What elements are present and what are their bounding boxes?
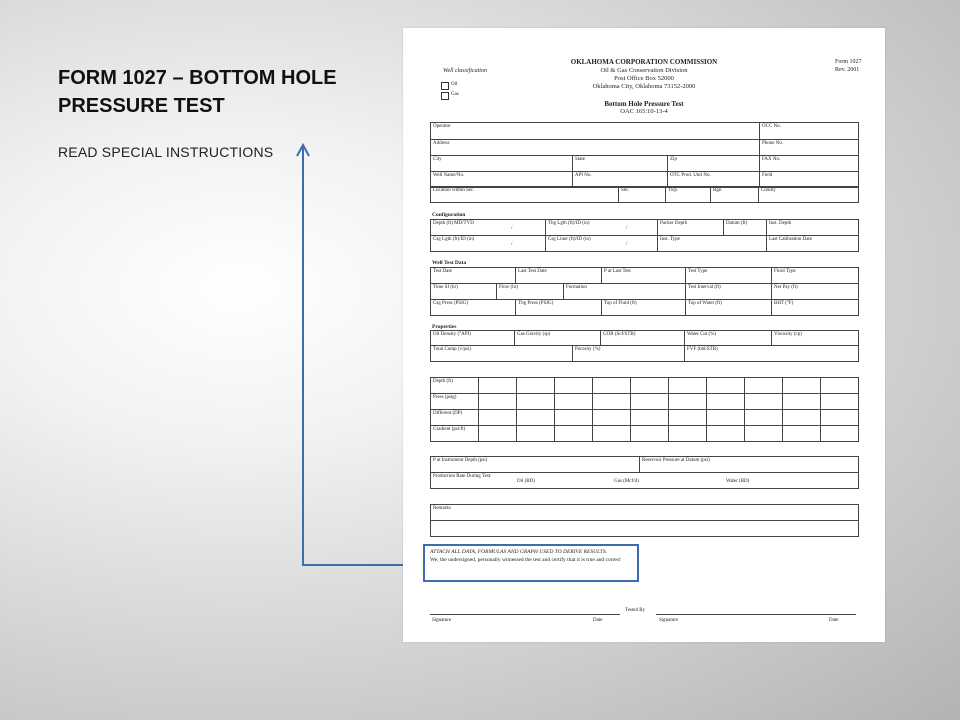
grid-cell[interactable] bbox=[707, 378, 745, 394]
tbg-press-field[interactable]: Tbg Press (PSIG) bbox=[516, 300, 602, 316]
form-title: Bottom Hole Pressure Test bbox=[604, 100, 684, 108]
grid-cell[interactable] bbox=[593, 378, 631, 394]
tbg-label: Tbg Lgth (ft)/ID (in) bbox=[548, 221, 590, 226]
grid-cell[interactable] bbox=[479, 426, 517, 442]
depth-label: Depth (ft) MD/TVD bbox=[433, 221, 474, 226]
gradient-row-label: Depth (ft) bbox=[431, 378, 479, 394]
remarks-line[interactable] bbox=[431, 521, 859, 537]
last-test-field[interactable]: Last Test Date bbox=[516, 268, 602, 284]
address-field[interactable]: Address bbox=[431, 140, 760, 156]
grid-cell[interactable] bbox=[555, 426, 593, 442]
grid-cell[interactable] bbox=[783, 394, 821, 410]
grid-cell[interactable] bbox=[745, 410, 783, 426]
well-name-field[interactable]: Well Name/No. bbox=[431, 172, 573, 188]
grid-cell[interactable] bbox=[707, 426, 745, 442]
tested-by-label: Tested By bbox=[625, 608, 646, 613]
operator-table bbox=[430, 122, 859, 188]
signature-label: Signature bbox=[432, 618, 452, 623]
porosity-field[interactable]: Porosity (%) bbox=[573, 346, 685, 362]
top-fluid-field[interactable]: Top of Fluid (ft) bbox=[602, 300, 686, 316]
top-water-field[interactable]: Top of Water (ft) bbox=[686, 300, 772, 316]
form-number-text: Form 1027 bbox=[835, 59, 862, 65]
grid-cell[interactable] bbox=[593, 394, 631, 410]
tester-signature-label: Signature bbox=[659, 618, 679, 623]
tbg-slash: / bbox=[626, 226, 628, 231]
grid-cell[interactable] bbox=[783, 426, 821, 442]
form-revision: Rev. 2001 bbox=[835, 67, 860, 73]
state-field[interactable]: State bbox=[573, 156, 668, 172]
remarks-field[interactable]: Remarks bbox=[431, 505, 859, 521]
operator-field[interactable]: Operator bbox=[431, 123, 760, 140]
liner-label: Csg Liner (ft)/ID (in) bbox=[548, 237, 591, 242]
tested-by-signature-line[interactable] bbox=[656, 614, 856, 615]
gas-checkbox[interactable] bbox=[441, 92, 449, 100]
gor-field[interactable]: GOR (Scf/STB) bbox=[601, 331, 685, 346]
grid-cell[interactable] bbox=[593, 410, 631, 426]
grid-cell[interactable] bbox=[669, 378, 707, 394]
grid-cell[interactable] bbox=[821, 410, 859, 426]
oil-density-field[interactable]: Oil Density (°API) bbox=[431, 331, 515, 346]
pressure-table bbox=[430, 456, 859, 489]
viscosity-field[interactable]: Viscosity (cp) bbox=[772, 331, 859, 346]
oil-rate-label: Oil (BD) bbox=[517, 479, 535, 484]
field-field[interactable]: Field bbox=[760, 172, 859, 188]
water-rate-label: Water (BD) bbox=[726, 479, 750, 484]
well-classification-label: Well classification bbox=[443, 68, 487, 74]
county-field[interactable]: County bbox=[759, 187, 859, 203]
bht-field[interactable]: BHT (°F) bbox=[772, 300, 859, 316]
signature-line[interactable] bbox=[430, 614, 620, 615]
grid-cell[interactable] bbox=[517, 394, 555, 410]
datum-field[interactable]: Datum (ft) bbox=[724, 220, 767, 236]
gradient-row-label: Different (DP) bbox=[431, 410, 479, 426]
gradient-row-label: Press (psig) bbox=[431, 394, 479, 410]
grid-cell[interactable] bbox=[707, 394, 745, 410]
address-line-2: Oklahoma City, Oklahoma 73152-2000 bbox=[592, 83, 696, 90]
form-rule: OAC 165:10-13-4 bbox=[620, 108, 668, 115]
csg-slash: / bbox=[511, 242, 513, 247]
liner-slash: / bbox=[626, 242, 628, 247]
fax-field[interactable]: FAX No. bbox=[760, 156, 859, 172]
location-table bbox=[430, 186, 859, 203]
grid-cell[interactable] bbox=[555, 394, 593, 410]
water-cut-field[interactable]: Water Cut (%) bbox=[685, 331, 772, 346]
grid-cell[interactable] bbox=[669, 410, 707, 426]
grid-cell[interactable] bbox=[745, 394, 783, 410]
time-si-field[interactable]: Time SI (hr) bbox=[431, 284, 497, 300]
csg-label: Csg Lgth (ft)/ID (in) bbox=[433, 237, 475, 242]
properties-heading: Properties bbox=[432, 324, 457, 330]
grid-cell[interactable] bbox=[631, 394, 669, 410]
attach-line-2: We, the undersigned, personally witnessed the test and certify that it is true and correct bbox=[430, 557, 621, 563]
test-type-field[interactable]: Test Type bbox=[686, 268, 772, 284]
otc-field[interactable]: OTC Prod. Unit No. bbox=[668, 172, 760, 188]
tester-date-label: Date bbox=[829, 618, 839, 623]
division-name: Oil & Gas Conservation Division bbox=[600, 67, 688, 74]
packer-field[interactable]: Packer Depth bbox=[658, 220, 724, 236]
grid-cell[interactable] bbox=[479, 378, 517, 394]
zip-field[interactable]: Zip bbox=[668, 156, 760, 172]
test-date-field[interactable]: Test Date bbox=[431, 268, 516, 284]
agency-name: OKLAHOMA CORPORATION COMMISSION bbox=[570, 58, 718, 66]
net-pay-field[interactable]: Net Pay (ft) bbox=[772, 284, 859, 300]
total-comp-field[interactable]: Total Comp (1/psi) bbox=[431, 346, 573, 362]
inst-depth-field[interactable]: Inst. Depth bbox=[767, 220, 859, 236]
grid-cell[interactable] bbox=[555, 410, 593, 426]
fluid-type-field[interactable]: Fluid Type bbox=[772, 268, 859, 284]
phone-field[interactable]: Phone No. bbox=[760, 140, 859, 156]
grid-cell[interactable] bbox=[593, 426, 631, 442]
well-test-heading: Well Test Data bbox=[432, 260, 467, 266]
tbg-field[interactable] bbox=[546, 220, 658, 236]
address-line-1: Post Office Box 52000 bbox=[614, 75, 674, 82]
depth-slash: / bbox=[511, 226, 513, 231]
city-field[interactable]: City bbox=[431, 156, 573, 172]
grid-cell[interactable] bbox=[517, 410, 555, 426]
grid-cell[interactable] bbox=[821, 378, 859, 394]
gas-checkbox-label: Gas bbox=[451, 92, 459, 97]
test-interval-field[interactable]: Test Interval (ft) bbox=[686, 284, 772, 300]
grid-cell[interactable] bbox=[745, 378, 783, 394]
date-label: Date bbox=[593, 618, 603, 623]
p-instrument-field[interactable]: P at Instrument Depth (psi) bbox=[431, 457, 640, 473]
production-rate-label: Production Rate During Test: bbox=[433, 474, 492, 479]
production-rate-field[interactable] bbox=[431, 473, 859, 489]
grid-cell[interactable] bbox=[631, 410, 669, 426]
remarks-table bbox=[430, 504, 859, 537]
grid-cell[interactable] bbox=[631, 426, 669, 442]
fvf-field[interactable]: FVF (bbl/STB) bbox=[685, 346, 859, 362]
depth-field[interactable] bbox=[431, 220, 546, 236]
grid-cell[interactable] bbox=[669, 426, 707, 442]
grid-cell[interactable] bbox=[745, 426, 783, 442]
csg-press-field[interactable]: Csg Press (PSIG) bbox=[431, 300, 516, 316]
grid-cell[interactable] bbox=[517, 426, 555, 442]
grid-cell[interactable] bbox=[669, 394, 707, 410]
formation-field[interactable]: Formation bbox=[564, 284, 686, 300]
twp-field[interactable]: Twp. bbox=[666, 187, 711, 203]
reservoir-pressure-field[interactable]: Reservoir Pressure at Datum (psi) bbox=[640, 457, 859, 473]
slide-title: FORM 1027 – BOTTOM HOLE PRESSURE TEST bbox=[58, 67, 337, 117]
grid-cell[interactable] bbox=[517, 378, 555, 394]
attach-line-1: ATTACH ALL DATA, FORMULAS AND GRAPH USED TO DERIVE RESULTS. bbox=[430, 549, 608, 555]
liner-field[interactable] bbox=[546, 236, 658, 252]
last-calibration-field[interactable]: Last Calibration Date bbox=[767, 236, 859, 252]
grid-cell[interactable] bbox=[783, 378, 821, 394]
csg-field[interactable] bbox=[431, 236, 546, 252]
form-document bbox=[403, 28, 885, 642]
gradient-table bbox=[430, 377, 859, 442]
p-last-test-field[interactable]: P at Last Test bbox=[602, 268, 686, 284]
configuration-heading: Configuration bbox=[432, 212, 466, 218]
slide-subtitle: READ SPECIAL INSTRUCTIONS bbox=[58, 144, 274, 160]
grid-cell[interactable] bbox=[479, 394, 517, 410]
grid-cell[interactable] bbox=[821, 426, 859, 442]
grid-cell[interactable] bbox=[707, 410, 745, 426]
grid-cell[interactable] bbox=[783, 410, 821, 426]
grid-cell[interactable] bbox=[631, 378, 669, 394]
grid-cell[interactable] bbox=[555, 378, 593, 394]
occ-no-field[interactable]: OCC No. bbox=[760, 123, 859, 140]
sec-field[interactable]: Sec. bbox=[619, 187, 666, 203]
grid-cell[interactable] bbox=[479, 410, 517, 426]
api-field[interactable]: API No. bbox=[573, 172, 668, 188]
form-number bbox=[835, 58, 862, 74]
gas-rate-label: Gas (Mcf/d) bbox=[614, 479, 639, 484]
inst-type-field[interactable]: Inst. Type bbox=[658, 236, 767, 252]
gas-gravity-field[interactable]: Gas Gravity (sp) bbox=[515, 331, 601, 346]
configuration-table bbox=[430, 219, 859, 252]
rge-field[interactable]: Rge. bbox=[711, 187, 759, 203]
properties-table bbox=[430, 330, 859, 362]
attach-results-callout bbox=[423, 544, 639, 582]
grid-cell[interactable] bbox=[821, 394, 859, 410]
well-test-table bbox=[430, 267, 859, 316]
gradient-row-label: Gradient (psi/ft) bbox=[431, 426, 479, 442]
flow-field[interactable]: Flow (hr) bbox=[497, 284, 564, 300]
oil-checkbox-label: Oil bbox=[451, 82, 458, 87]
location-field[interactable]: Location within Sec. bbox=[431, 187, 619, 203]
